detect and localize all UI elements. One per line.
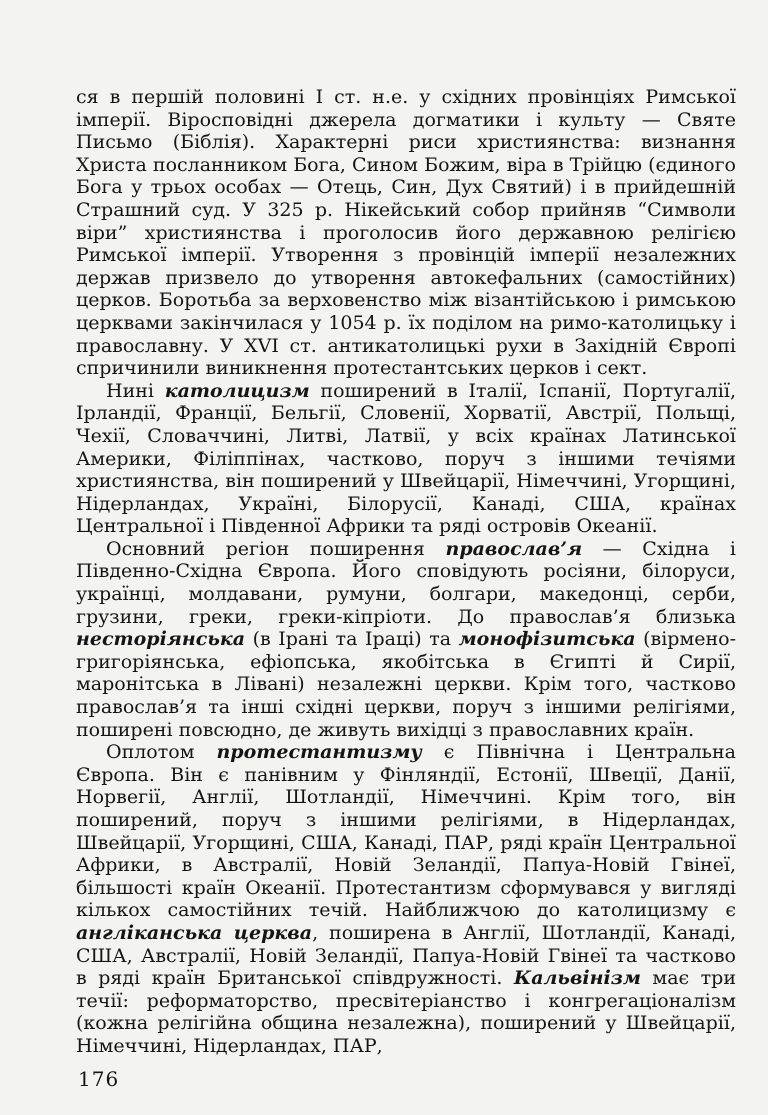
paragraph bbox=[76, 380, 736, 538]
text-run: Нині bbox=[106, 379, 165, 402]
text-run: — Східна і Південно-Східна Європа. Його сповідують росіяни, білоруси, українці, молдавани, румуни, болгари, македонці, серби, грузини, греки, греки-кіпріоти. До православ’я близька bbox=[76, 537, 736, 628]
emphasized-term: православ’я bbox=[445, 537, 583, 560]
text-run: Основний регіон поширення bbox=[106, 537, 446, 560]
emphasized-term: англіканська церква bbox=[76, 921, 313, 944]
text-run: ся в першій половині I ст. н.е. у східних провінціях Римської імперії. Віросповідні джерела догматики і культу — Святе Письмо (Біблія). Характерні риси християнства: визнання Христа посланником Бога, Сином Божим, віра в Трійцю (єдиного Бога у трьох особах — Отець, Син, Дух Святий) і в прийдешній Страшний суд. У 325 р. Нікейський собор прийняв “Символи віри” християнства і проголосив його державною релігією Римської імперії. Утворення з провінцій імперії незалежних держав призвело до утворення автокефальних (самостійних) церков. Боротьба за верховенство між візантійською і римською церквами закінчилася у 1054 р. їх поділом на римо-католицьку і православну. У XVI ст. антикатолицькі рухи в Західній Європі спричинили виникнення протестантських церков і сект. bbox=[76, 86, 736, 380]
text-run: , поширена в Англії, Шотландії, Канаді, США, Австралії, Новій Зеландії, Папуа-Новій Гвінеї та частково в ряді країн Британської співдружності. bbox=[76, 921, 736, 990]
text-run: є Північна і Центральна Європа. Він є панівним у Фінляндії, Естонії, Швеції, Данії, Норвегії, Англії, Шотландії, Німеччині. Крім того, він поширений, поруч з іншими релігіями, в Нідерландах, Швейцарії, Угорщині, США, Канаді, ПАР, ряді країн Центральної Африки, в Австралії, Новій Зеландії, Папуа-Новій Гвінеї, більшості країн Океанії. Протестантизм сформувався у вигляді кількох самостійних течій. Найближчою до католицизму є bbox=[76, 741, 736, 922]
page-number: 176 bbox=[78, 1067, 120, 1091]
text-run: Оплотом bbox=[106, 741, 217, 764]
paragraph bbox=[76, 741, 736, 1057]
text-run: (в Ірані та Іраці) та bbox=[245, 628, 459, 651]
paragraph bbox=[76, 86, 736, 380]
body-text bbox=[76, 86, 736, 1058]
emphasized-term: Кальвінізм bbox=[513, 967, 641, 990]
emphasized-term: несторіянська bbox=[76, 628, 246, 651]
emphasized-term: католицизм bbox=[164, 379, 310, 402]
text-run: (вірмено-григоріянська, ефіопська, якобітська в Єгипті й Сирії, маронітська в Лівані) незалежні церкви. Крім того, частково православ’я та інші східні церкви, поруч з іншими релігіями, поширені повсюдно, де живуть вихідці з православних країн. bbox=[76, 628, 736, 741]
emphasized-term: протестантизму bbox=[216, 741, 422, 764]
text-run: має три течії: реформаторство, пресвітеріанство і конгрегаціоналізм (кожна релігійна община незалежна), поширений у Швейцарії, Німеччині, Нідерландах, ПАР, bbox=[76, 967, 737, 1057]
paragraph bbox=[76, 538, 736, 741]
text-run: поширений в Італії, Іспанії, Португалії, Ірландії, Франції, Бельгії, Словенії, Хорватії, Австрії, Польщі, Чехії, Словаччині, Литві, Латвії, у всіх країнах Латинської Америки, Філіппінах, частково, поруч з іншими течіями християнства, він поширений у Швейцарії, Німеччині, Угорщині, Нідерландах, Україні, Білорусії, Канаді, США, країнах Центральної і Південної Африки та ряді островів Океанії. bbox=[76, 379, 736, 538]
emphasized-term: монофізитська bbox=[458, 628, 636, 651]
